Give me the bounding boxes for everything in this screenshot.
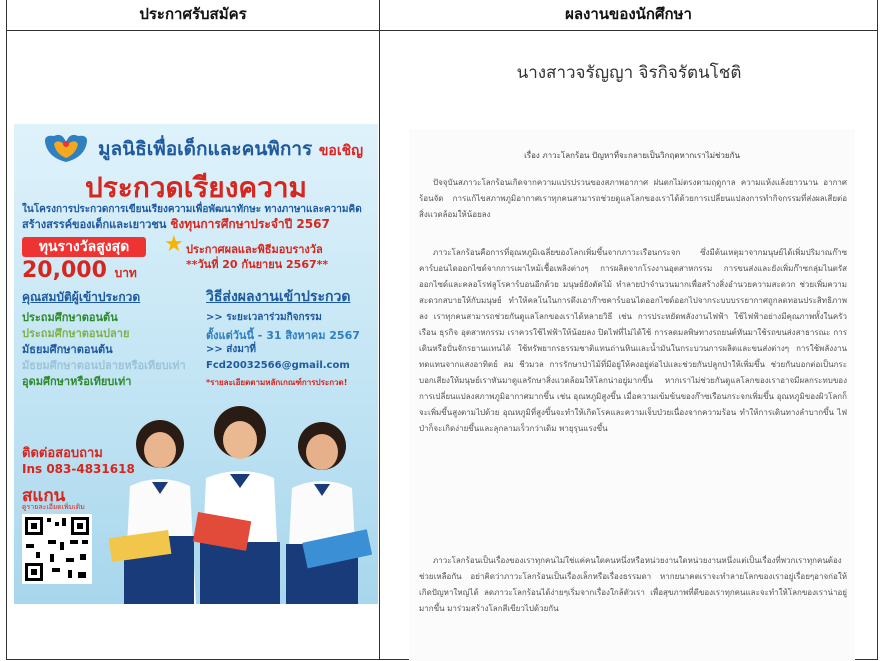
level-item: ประถมศึกษาตอนต้น — [22, 311, 118, 324]
poster-org-name: มูลนิธิเพื่อเด็กและคนพิการ ขอเชิญ — [98, 138, 364, 160]
contact-heading: ติดต่อสอบถาม — [22, 446, 103, 461]
column-divider — [379, 0, 380, 659]
submission-item: ตั้งแต่วันนี้ - 31 สิงหาคม 2567 — [206, 329, 360, 342]
contest-poster — [14, 124, 378, 604]
level-item: ประถมศึกษาตอนปลาย — [22, 327, 130, 340]
essay-document — [409, 129, 855, 661]
essay-paragraph: ภาวะโลกร้อนคือการที่อุณหภูมิเฉลี่ยของโลกเพิ่มขึ้นจากภาวะเรือนกระจก ซึ่งมีต้นเหตุมาจากมนุษย์ได้เพิ่มปริมาณก๊าซคาร์บอนไดออกไซด์จากการเผาไหม้เชื้อเพลิงต่างๆ การผลิตจากโรงงานอุตสาหกรรม การขนส่งและยังเพิ่มก๊าซกลุ่มไนตรัสออกไซด์และคลอโรฟลูโรคาร์บอนอีกด้วย มนุษย์ยังตัดไม้ ทำลายป่าจำนวนมากเพื่อสร้างสิ่งอำนวยความสะดวก ช่วยเพิ่มความสะดวกสบายให้กับมนุษย์ ทำให้คลโนในการดึงเอาก๊าซคาร์บอนไดออกไซด์ออกไปจากระบบบรรยากาศถูกลดทอนประสิทธิภาพลง เราทุกคนสามารถช่วยกันดูแลโลกของเราได้หลายวิธี เช่น การประหยัดพลังงานไฟฟ้า ใช้ไฟฟ้าอย่างมีคุณภาพทั้งในครัวเรือน ธุรกิจ อุตสาหกรรม เราควรใช้ไฟฟ้าให้น้อยลง ปิดไฟที่ไม่ได้ใช้ การลดมลพิษทางรถยนต์หันมาใช้รถขนส่งสาธารณะ การเดินหรือปั่นจักรยานแทนได้ ใช้ทรัพยากรธรรมชาติแทนถ่านหินและน้ำมันในกระบวนการผลิตและขนส่งต่างๆ การใช้พลังงานทดแทนจากแสงอาทิตย์ ลม ชีวมวล การรักษาป่าไม้ที่มีอยู่ให้คงอยู่ต่อไปและช่วยกันปลูกป่าให้เพิ่มขึ้น ช่วยกันบอกต่อเป็นกระบอกเสียงให้มนุษย์เราหันมาดูแลรักษาสิ่งแวดล้อมให้โลกน่าอยู่มากขึ้น หากเราไม่ช่วยกันดูแลโลกของเราอาจมีผลกระทบของการเปลี่ยนแปลงสภาพภูมิอากาศมากขึ้น เช่น อุณหภูมิสูงขึ้น เมื่อความเข้มข้นของก๊าซเรือนกระจกเพิ่มขึ้น อุณหภูมิของผิวโลกก็จะเพิ่มขึ้นสูงตามไปด้วย อุณหภูมิที่สูงขึ้นจะทำให้เกิดโรคและความเจ็บป่วยเนื่องจากความร้อน ทำให้การเดินทางลำบากขึ้น ไฟป่าก็จะเกิดง่ายขึ้นและลุกลามเร็วกว่าเดิม พายุรุนแรงขึ้น — [419, 248, 847, 433]
student-name: นางสาวจรัญญา จิรกิจรัตนโชติ — [516, 63, 742, 83]
submission-note: *รายละเอียดตามหลักเกณฑ์การประกวด! — [206, 378, 348, 387]
foundation-logo-icon — [36, 130, 102, 164]
level-item: มัธยมศึกษาตอนปลายหรือเทียบเท่า — [22, 359, 186, 372]
poster-subtitle-1: ในโครงการประกวดการเขียนเรียงความเพื่อพัฒนาทักษะ ทางภาษาและความคิด — [22, 204, 362, 215]
scan-label: สแกน — [22, 486, 66, 506]
poster-subtitle-2: สร้างสรรค์ของเด็กและเยาวชน ชิงทุนการศึกษาประจำปี 2567 — [22, 217, 330, 231]
star-icon: ★ — [164, 232, 184, 257]
announcement-line-2: **วันที่ 20 กันยายน 2567** — [186, 258, 329, 271]
announcement-line-1: ประกาศผลและพิธีมอบรางวัล — [186, 243, 323, 256]
submission-item: >> ส่งมาที่ — [206, 344, 257, 355]
poster-title: ประกวดเรียงความ — [84, 171, 308, 204]
submission-email: Fcd20032566@gmail.com — [206, 360, 350, 371]
level-item: มัธยมศึกษาตอนต้น — [22, 343, 113, 356]
table-header — [7, 0, 877, 31]
contact-phone: Ins 083-4831618 — [22, 462, 135, 476]
prize-amount: 20,000 บาท — [22, 258, 137, 283]
students-illustration — [100, 386, 372, 604]
scan-sublabel: ดูรายละเอียดเพิ่มเติม — [22, 503, 85, 511]
table — [6, 0, 878, 660]
qr-code-icon — [22, 514, 92, 584]
level-item: อุดมศึกษาหรือเทียบเท่า — [22, 375, 132, 388]
qualification-heading: คุณสมบัติผู้เข้าประกวด — [22, 290, 141, 304]
submission-heading: วิธีส่งผลงานเข้าประกวด — [206, 289, 351, 305]
essay-paragraph: ภาวะโลกร้อนเป็นเรื่องของเราทุกคนไม่ใช่แค่คนใดคนหนึ่งหรือหน่วยงานใดหน่วยงานหนึ่งแต่เป็นเรื่องที่พวกเราทุกคนต้องช่วยเหลือกัน อย่าคิดว่าภาวะโลกร้อนเป็นเรื่องเล็กหรือเรื่องธรรมดา หากยนาคตเราจะทำลายโลกของเราอยู่เรื่อยๆอาจก่อให้เกิดปัญหาใหญ่ได้ ลดภาวะโลกร้อนได้ง่ายๆเริ่มจากเรื่องใกล้ตัวเรา เพื่อสุขภาพที่ดีของเราทุกคนและจะทำให้โลกของเราน่าอยู่มากขึ้น มาร่วมสร้างโลกสีเขียวไปด้วยกัน — [419, 556, 847, 613]
prize-label: ทุนรางวัลสูงสุด — [22, 237, 146, 257]
submission-item: >> ระยะเวลาร่วมกิจกรรม — [206, 312, 322, 323]
header-announcement: ประกาศรับสมัคร — [139, 4, 247, 23]
header-student-work: ผลงานของนักศึกษา — [565, 4, 692, 23]
essay-title: เรื่อง ภาวะโลกร้อน ปัญหาที่จะกลายเป็นวิกฤตหากเราไม่ช่วยกัน — [524, 151, 740, 160]
essay-paragraph: ปัจจุบันสภาวะโลกร้อนเกิดจากความแปรปรวนของสภาพอากาศ ฝนตกไม่ตรงตามฤดูกาล ความแห้งแล้งยาวนาน อากาศร้อนจัด การแก้ไขสภาพภูมิอากาศเราทุกคนสามารถช่วยดูแลโลกของเราได้ด้วยการเปลี่ยนแปลงการทำกิจกรรมที่ส่งผลเสียต่อสิ่งแวดล้อมให้น้อยลง — [419, 178, 847, 219]
